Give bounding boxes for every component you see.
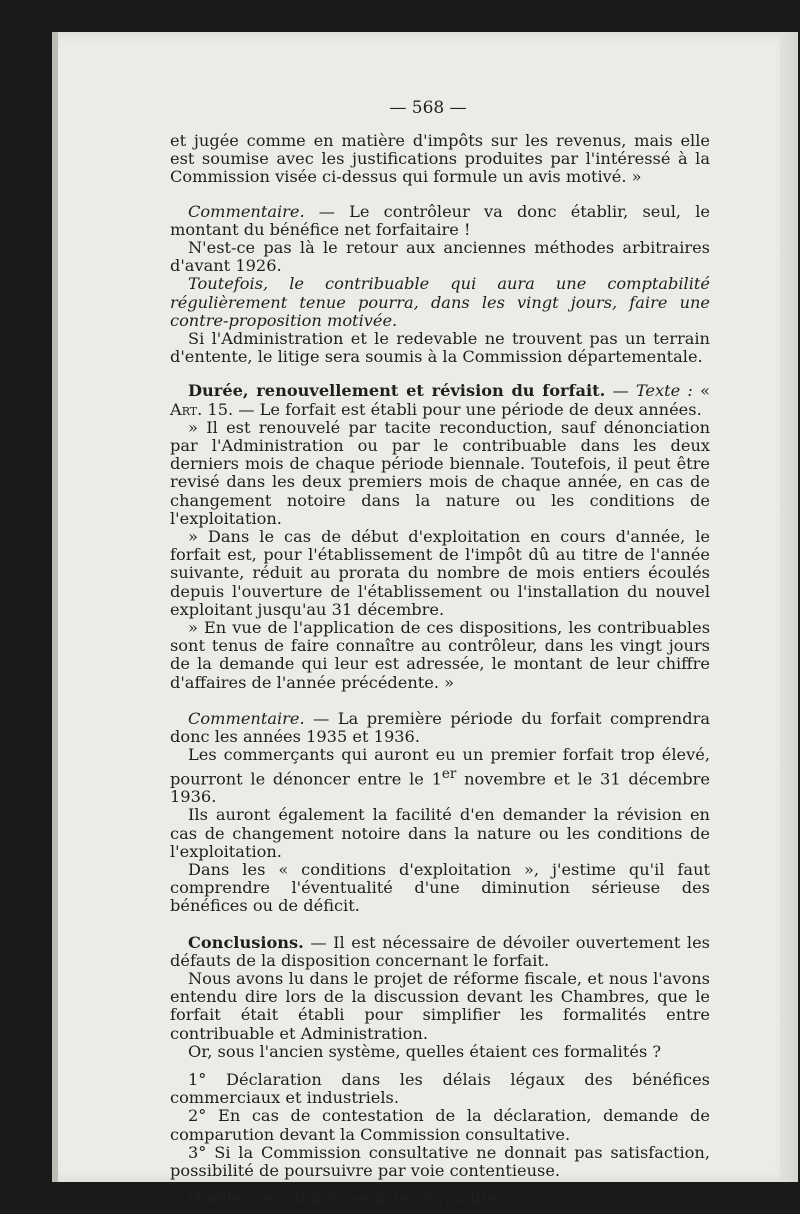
paragraph-text: » Il est renouvelé par tacite reconduction, sauf dénonciation par l'Administration ou par le contribuable dans les deux derniers mois de chaque période biennale. Toutefois, il peut être revisé dans les deux premiers mois de chaque année, en cas de changement notoire dans la nature ou les conditions de l'exploitation. bbox=[170, 417, 710, 528]
paragraph bbox=[170, 806, 710, 861]
texte-label: Texte : bbox=[635, 381, 693, 401]
paragraph-text: » En vue de l'application de ces dispositions, les contribuables sont tenus de faire connaître au contrôleur, dans les vingt jours de la demande qui leur est adressée, le montant de leur chiffre d'affaires de l'année précédente. » bbox=[170, 618, 710, 692]
paragraph-text: Les commerçants qui auront eu un premier forfait trop élevé, pourront le dénoncer entre le bbox=[170, 745, 710, 788]
paragraph-text: Si la Commission consultative ne donnait pas satisfaction, possibilité de poursuivre par voie contentieuse. bbox=[170, 1142, 710, 1180]
list-item bbox=[170, 1071, 710, 1107]
commentaire-label: Commentaire. bbox=[188, 708, 305, 728]
ordinal-number: 1 bbox=[431, 768, 442, 788]
paragraph bbox=[170, 239, 710, 275]
paragraph bbox=[170, 746, 710, 806]
paragraph bbox=[170, 419, 710, 528]
list-number: 2° bbox=[188, 1106, 207, 1126]
list-number: 3° bbox=[188, 1142, 207, 1162]
list-number: 1° bbox=[188, 1069, 207, 1089]
ordinal-superscript: er bbox=[441, 765, 457, 782]
paragraph bbox=[170, 1190, 710, 1208]
paragraph bbox=[170, 861, 710, 916]
paragraph-text: Déclaration dans les délais légaux des bénéfices commerciaux et industriels. bbox=[170, 1069, 710, 1108]
paragraph-text: Quelles seront à l'avenir les formalités ? bbox=[188, 1189, 519, 1209]
paragraph bbox=[170, 528, 710, 619]
paragraph bbox=[170, 275, 710, 330]
paragraph bbox=[170, 619, 710, 692]
paragraph-text: — La première période du forfait comprendra donc les années 1935 et 1936. bbox=[170, 708, 710, 747]
paragraph-text-after: novembre et le 31 décembre 1936. bbox=[170, 768, 710, 807]
list-item bbox=[170, 1144, 710, 1180]
document-page bbox=[52, 32, 798, 1209]
quote-open: « bbox=[692, 381, 711, 401]
body-text bbox=[170, 132, 710, 1208]
paragraph-text: N'est-ce pas là le retour aux anciennes méthodes arbitraires d'avant 1926. bbox=[170, 238, 710, 276]
paragraph bbox=[170, 970, 710, 1043]
section-heading: Durée, renouvellement et révision du forfait. bbox=[188, 381, 606, 401]
section-paragraph bbox=[170, 934, 710, 970]
paragraph-text: Or, sous l'ancien système, quelles étaient ces formalités ? bbox=[188, 1041, 662, 1061]
paragraph-text: — Il est nécessaire de dévoiler ouvertement les défauts de la disposition concernant le forfait. bbox=[170, 932, 710, 970]
paragraph bbox=[170, 203, 710, 239]
paragraph-text: et jugée comme en matière d'impôts sur les revenus, mais elle est soumise avec les justifications produites par l'intéressé à la Commission visée ci-dessus qui formule un avis motivé. » bbox=[170, 131, 710, 187]
page-number: — 568 — bbox=[389, 98, 467, 118]
paragraph bbox=[170, 1043, 710, 1061]
paragraph-text: — Le contrôleur va donc établir, seul, le montant du bénéfice net forfaitaire ! bbox=[170, 201, 710, 239]
article-label: Art. bbox=[170, 399, 203, 419]
paragraph-text: Ils auront également la facilité d'en demander la révision en cas de changement notoire dans la nature ou les conditions de l'exploitation. bbox=[170, 805, 710, 861]
paragraph bbox=[170, 132, 710, 187]
paragraph-text: Toutefois, le contribuable qui aura une comptabilité régulièrement tenue pourra, dans les vingt jours, faire une contre-proposition motivée. bbox=[170, 274, 710, 330]
list-item bbox=[170, 1107, 710, 1143]
paragraph-text: Dans les « conditions d'exploitation », j'estime qu'il faut comprendre l'éventualité d'une diminution sérieuse des bénéfices ou de déficit. bbox=[170, 859, 710, 916]
dash: — bbox=[605, 381, 636, 401]
section-heading: Conclusions. bbox=[188, 932, 304, 952]
paragraph-text: En cas de contestation de la déclaration, demande de comparution devant la Commission consultative. bbox=[170, 1106, 710, 1144]
page-edge-shadow bbox=[780, 32, 798, 1182]
paragraph bbox=[170, 710, 710, 746]
commentaire-label: Commentaire. bbox=[188, 201, 305, 221]
section-paragraph bbox=[170, 382, 710, 418]
paragraph-text: Nous avons lu dans le projet de réforme fiscale, et nous l'avons entendu dire lors de la discussion devant les Chambres, que le forfait était établi pour simplifier les formalités entre contribuable et Administration. bbox=[170, 968, 710, 1043]
paragraph bbox=[170, 330, 710, 366]
paragraph-text: » Dans le cas de début d'exploitation en cours d'année, le forfait est, pour l'établissement de l'impôt dû au titre de l'année suivante, réduit au prorata du nombre de mois entiers écoulés depuis l'ouverture de l'établissement ou l'installation du nouvel exploitant jusqu'au 31 décembre. bbox=[170, 527, 710, 619]
paragraph-text: 15. — Le forfait est établi pour une période de deux années. bbox=[202, 399, 702, 419]
paragraph-text: Si l'Administration et le redevable ne trouvent pas un terrain d'entente, le litige sera soumis à la Commission départementale. bbox=[170, 329, 710, 367]
